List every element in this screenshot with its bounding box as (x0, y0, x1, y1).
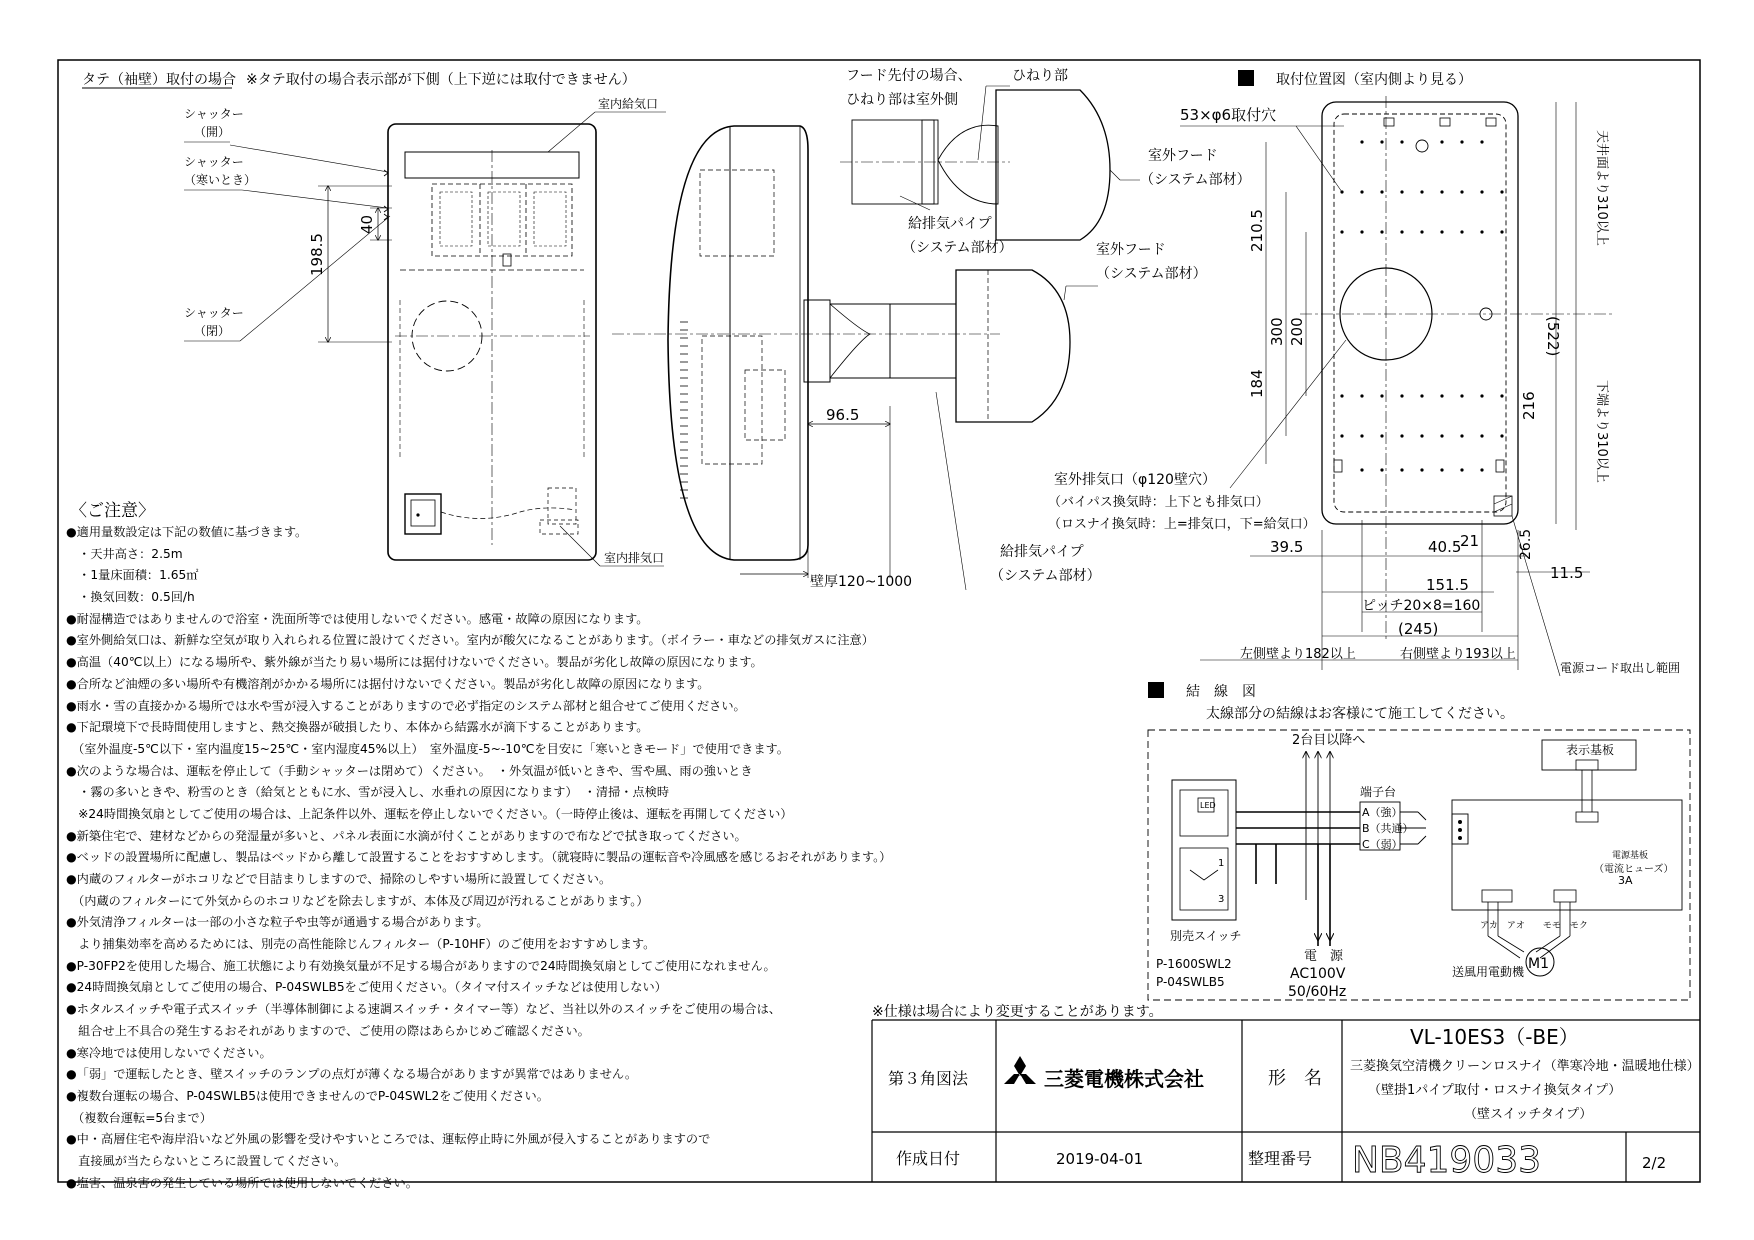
power-label-3: 50/60Hz (1288, 984, 1347, 1000)
indoor-exhaust-label: 室内排気口 (604, 551, 665, 565)
motor-symbol: M1 (1528, 956, 1549, 972)
ceiling-clearance: 天井面より310以上 (1594, 130, 1609, 246)
hood-tip-note-line: ひねり部は室外側 (846, 92, 958, 108)
holes-label: 53×φ6取付穴 (1180, 106, 1277, 124)
front-view (184, 96, 666, 566)
shutter-cold-label-line: シャッター (184, 155, 244, 169)
wiring-diagram (1148, 682, 1690, 1000)
note-line: ・1量床面積：1.65㎡ (66, 568, 199, 583)
note-line: （内蔵のフィルターにて外気からのホコリなどを除去しますが、本体及び周辺が汚れることがあります。） (66, 893, 649, 908)
note-line: ●ホタルスイッチや電子式スイッチ（半導体制御による速調スイッチ・タイマー等）など、当社以外のスイッチをご使用の場合は、 (66, 1002, 781, 1017)
projection-label: 第３角図法 (888, 1069, 969, 1088)
dim-245: (245) (1398, 620, 1439, 638)
dim-184: 184 (1248, 369, 1266, 398)
note-line: ●外気清浄フィルターは一部の小さな粒子や虫等が通過する場合があります。 (66, 915, 489, 930)
outdoor-hood-2-label (1096, 242, 1207, 282)
model-desc-3: （壁スイッチタイプ） (1464, 1107, 1593, 1122)
date-label: 作成日付 (896, 1149, 961, 1168)
terminal-a: A（強） (1362, 806, 1403, 819)
mount-title: タテ（袖壁）取付の場合 (82, 72, 236, 88)
switch-model-1: P-1600SWL2 (1156, 957, 1232, 971)
dim-40: 40 (358, 214, 376, 234)
fuse-label: （電流ヒューズ） (1594, 864, 1674, 875)
notes-heading: 〈ご注意〉 (70, 501, 155, 521)
note-line: ●新築住宅で、建材などからの発湿量が多いと、パネル表面に水滴が付くことがありますので布などで拭き取ってください。 (66, 828, 747, 843)
note-line: ●下記環境下で長時間使用しますと、熱交換器が破損したり、本体から結露水が滴下することがあります。 (66, 720, 649, 735)
note-line: より捕集効率を高めるためには、別売の高性能除じんフィルター（P-10HF）のご使用をおすすめします。 (66, 937, 656, 952)
dim-40-5: 40.5 (1428, 538, 1462, 556)
shutter-open-1-label-line: （開） (194, 125, 231, 139)
pipe-1-label-line: （システム部材） (902, 240, 1013, 256)
power-label-2: AC100V (1290, 966, 1346, 982)
note-line: ●雨水・雪の直接かかる場所では水や雪が浸入することがありますので必ず指定のシステム部材と組合せてご使用ください。 (66, 698, 746, 713)
creation-date: 2019-04-01 (1056, 1150, 1144, 1168)
dim-522: (522) (1544, 316, 1562, 357)
note-line: ●「弱」で運転したとき、壁スイッチのランプの点灯が薄くなる場合がありますが異常ではありません。 (66, 1067, 638, 1082)
model-number: VL-10ES3（-BE） (1410, 1025, 1579, 1049)
outdoor-hood-2-label-line: 室外フード (1096, 242, 1166, 258)
pipe-2-label (990, 543, 1101, 584)
mount-note: ※タテ取付の場合表示部が下側（上下逆には取付できません） (246, 72, 636, 88)
indoor-supply-label: 室内給気口 (598, 97, 659, 111)
shutter-closed-label-line: （閉） (194, 324, 231, 338)
note-line: ●次のような場合は、運転を停止して（手動シャッターは閉めて）ください。 ・外気温が低いときや、雪や風、雨の強いとき (66, 763, 753, 778)
note-line: ●高温（40℃以上）になる場所や、紫外線が当たり易い場所には据付けないでください。製品が劣化し故障の原因になります。 (66, 655, 763, 670)
note-line: ●室外側給気口は、新鮮な空気が取り入れられる位置に設けてください。室内が酸欠になることがあります。（ボイラー・車などの排気ガスに注意） (66, 633, 874, 648)
shutter-closed-label (184, 306, 244, 338)
note-line: ●ベッドの設置場所に配慮し、製品はベッドから離して設置することをおすすめします。（就寝時に製品の運転音や冷風感を感じるおそれがあります。） (66, 850, 892, 865)
outdoor-hood-1-label (1140, 148, 1251, 188)
hood-tip-note-line: フード先付の場合、 (846, 68, 972, 84)
motor-wire-labels: アカ アオ モモ モク (1480, 921, 1588, 931)
shutter-open-1-label-line: シャッター (184, 107, 244, 121)
outdoor-exhaust-3: （ロスナイ換気時：上=排気口，下=給気口） (1048, 517, 1316, 532)
document-number: NB419033 (1352, 1140, 1542, 1181)
company-name: 三菱電機株式会社 (1044, 1067, 1204, 1091)
floor-clearance: 下端より310以上 (1594, 380, 1609, 483)
title-block (872, 1003, 1700, 1182)
shutter-cold-label-line: （寒いとき） (184, 173, 257, 187)
note-line: ●耐湿構造ではありませんので浴室・洗面所等では使用しないでください。感電・故障の原因になります。 (66, 611, 649, 626)
power-board-label: 電源基板 (1612, 851, 1649, 861)
note-line: ●P-30FP2を使用した場合、施工状態により有効換気量が不足する場合がありますので24時間換気扇としてご使用になれません。 (66, 958, 776, 973)
name-label: 形 名 (1268, 1068, 1322, 1089)
terminal-block-label: 端子台 (1360, 785, 1397, 799)
hood-tip-note (846, 68, 972, 108)
dim-11-5: 11.5 (1550, 564, 1584, 582)
twist-part-label: ひねり部 (1012, 68, 1068, 84)
dim-200: 200 (1288, 317, 1306, 346)
note-line: ●中・高層住宅や海岸沿いなど外風の影響を受けやすいところでは、運転停止時に外風が侵入することがありますので (66, 1132, 711, 1147)
position-title: 取付位置図（室内側より見る） (1276, 72, 1472, 88)
dim-198-5: 198.5 (308, 233, 326, 276)
model-desc-1: 三菱換気空清機クリーンロスナイ（準寒冷地・温暖地仕様） (1350, 1059, 1700, 1074)
note-line: ●内蔵のフィルターがホコリなどで目詰まりしますので、掃除のしやすい場所に設置してください。 (66, 872, 612, 886)
fuse-rating: 3A (1618, 874, 1633, 887)
pipe-2-label-line: （システム部材） (990, 568, 1101, 584)
note-line: ●塩害、温泉害の発生している場所では使用しないでください。 (66, 1175, 418, 1190)
shutter-cold-label (184, 155, 256, 187)
display-board-label: 表示基板 (1566, 743, 1615, 757)
note-line: 直接風が当たらないところに設置してください。 (66, 1153, 347, 1168)
number-label: 整理番号 (1248, 1149, 1313, 1168)
note-line: （室外温度-5℃以下・室内温度15~25℃・室内湿度45%以上） 室外温度-5~-10℃を目安に「寒いときモード」で使用できます。 (66, 741, 789, 756)
dim-21: 21 (1460, 532, 1480, 550)
to-second-unit: 2台目以降へ (1292, 733, 1366, 748)
wiring-note: 太線部分の結線はお客様にて施工してください。 (1206, 706, 1514, 722)
outdoor-hood-1-label-line: 室外フード (1148, 148, 1218, 164)
note-line: ●適用量数設定は下記の数値に基づきます。 (66, 525, 308, 539)
dim-300: 300 (1268, 317, 1286, 346)
note-line: （複数台運転=5台まで） (66, 1110, 212, 1125)
dim-210-5: 210.5 (1248, 209, 1266, 252)
switch-model-2: P-04SWLB5 (1156, 975, 1225, 989)
wiring-title: 結 線 図 (1186, 684, 1256, 700)
left-wall-clearance: 左側壁より182以上 (1240, 647, 1356, 662)
note-line: ・天井高さ：2.5m (66, 546, 183, 561)
dim-26-5: 26.5 (1518, 528, 1534, 560)
pipe-1-label-line: 給排気パイプ (908, 216, 992, 232)
switch-num-3: 3 (1218, 894, 1225, 905)
dim-151-5: 151.5 (1426, 576, 1469, 594)
note-line: ※24時間換気扇としてご使用の場合は、上記条件以外、運転を停止しないでください。（一時停止後は、運転を再開してください） (66, 806, 793, 821)
notes-list (66, 522, 892, 1194)
switch-led: LED (1200, 801, 1216, 810)
switch-num-1: 1 (1218, 858, 1225, 869)
dim-216: 216 (1520, 391, 1538, 420)
motor-label: 送風用電動機 (1452, 965, 1525, 979)
note-line: 組合せ上不具合の発生するおそれがありますので、ご使用の際はあらかじめご確認ください。 (66, 1023, 590, 1038)
power-label-1: 電 源 (1304, 949, 1344, 964)
pipe-2-label-line: 給排気パイプ (1000, 544, 1084, 560)
note-line: ●合所など油煙の多い場所や有機溶剤がかかる場所には据付けないでください。製品が劣化し故障の原因になります。 (66, 676, 710, 691)
note-line: ・霧の多いときや、粉雪のとき（給気とともに水、雪が浸入し、水垂れの原因になります） ・清掃・点検時 (66, 785, 670, 800)
note-line: ・換気回数：0.5回/h (66, 590, 195, 605)
pitch-label: ピッチ20×8=160 (1362, 598, 1481, 614)
note-line: ●寒冷地では使用しないでください。 (66, 1045, 272, 1060)
sold-switch-label: 別売スイッチ (1170, 929, 1242, 943)
power-cord-label: 電源コード取出し範囲 (1560, 661, 1681, 675)
spec-note: ※仕様は場合により変更することがあります。 (872, 1004, 1163, 1020)
model-desc-2: （壁掛1パイプ取付・ロスナイ換気タイプ） (1368, 1083, 1622, 1098)
terminal-c: C（弱） (1362, 838, 1403, 851)
terminal-b: B（共通） (1362, 822, 1414, 835)
page-number: 2/2 (1642, 1154, 1667, 1172)
position-view (1048, 70, 1680, 676)
shutter-open-1-label (184, 107, 244, 139)
wall-thickness: 壁厚120~1000 (810, 574, 913, 590)
right-wall-clearance: 右側壁より193以上 (1400, 647, 1516, 662)
dim-96-5: 96.5 (826, 406, 860, 424)
outdoor-hood-1-label-line: （システム部材） (1140, 172, 1251, 188)
dim-39-5: 39.5 (1270, 538, 1304, 556)
outdoor-hood-2-label-line: （システム部材） (1096, 266, 1207, 282)
outdoor-exhaust-1: 室外排気口（φ120壁穴） (1054, 472, 1216, 488)
note-line: ●複数台運転の場合、P-04SWLB5は使用できませんのでP-04SWL2をご使用ください。 (66, 1088, 549, 1103)
side-view (612, 68, 1251, 590)
shutter-closed-label-line: シャッター (184, 306, 244, 320)
note-line: ●24時間換気扇としてご使用の場合、P-04SWLB5をご使用ください。（タイマ付スイッチなどは使用しない） (66, 980, 667, 995)
outdoor-exhaust-2: （バイパス換気時：上下とも排気口） (1048, 495, 1269, 510)
